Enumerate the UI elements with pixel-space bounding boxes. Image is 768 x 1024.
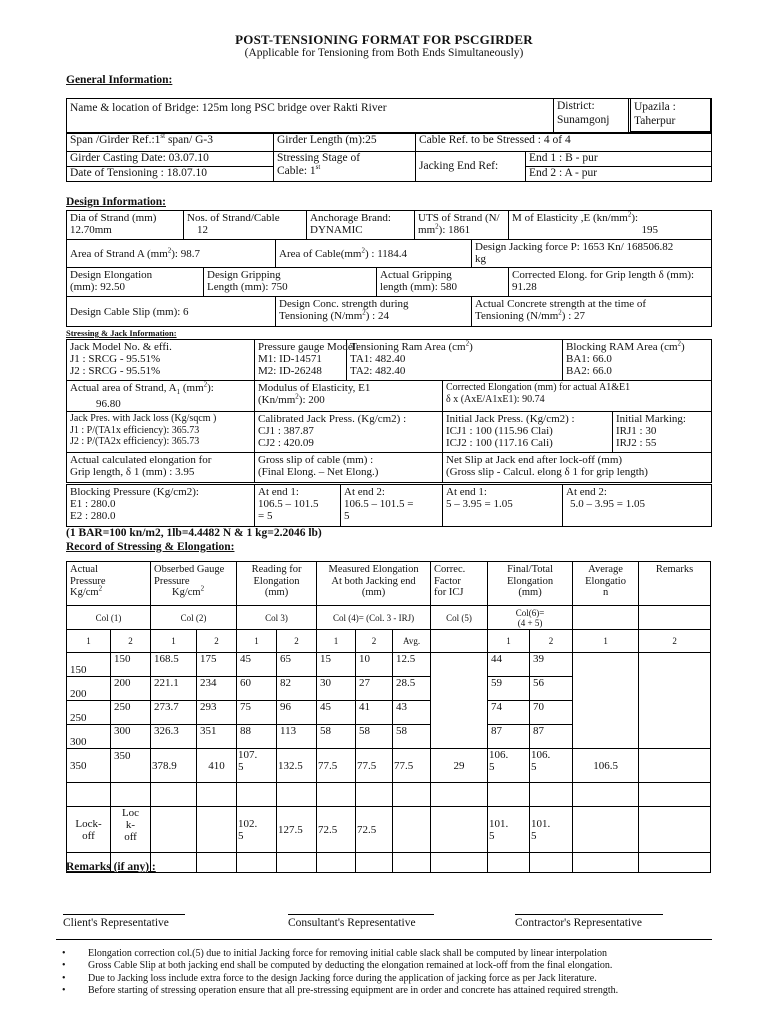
cell: 87 [530,725,573,749]
subcol: 2 [277,630,317,653]
upazila-cell [630,98,711,132]
header-average-elongation: Average Elongatio n [573,562,639,606]
cell: 273.7 [151,701,197,725]
cell: 150 [67,653,111,677]
modulus-elasticity: M of Elasticity ,E $(kn/mm^2)$: 195 [509,211,712,240]
cell: 106. 5 [530,749,573,783]
consultant-representative: Consultant's Representative [288,917,416,929]
district-label: District: [557,100,595,112]
empty-cell [431,701,488,725]
cell: 28.5 [393,677,431,701]
col-label-4: Col (4)= (Col. 3 - IRJ) [317,606,431,630]
uts-strand: UTS of Strand (N/ $mm^2$): 1861 [415,211,509,240]
note-item: • Before starting of stressing operation ensure that all pre-stressing equipment are in order and concrete has attained required strength. [56,985,756,997]
upazila-value: Taherpur [634,115,676,127]
unit-conversion-note: (1 BAR=100 kn/m2, 1lb=4.4482 N & 1 kg=2.2046 lb) [66,527,322,539]
cell: 351 [197,725,237,749]
cell: 30 [317,677,356,701]
empty-cell [431,653,488,677]
calibrated-jack-pressure: Calibrated Jack Press. (Kg/cm2) : CJ1 : 387.87 CJ2 : 420.09 [255,412,443,453]
empty-cell [431,677,488,701]
cell: 82 [277,677,317,701]
casting-date: Girder Casting Date: 03.07.10 [67,152,274,167]
subcol: 2 [197,630,237,653]
pressure-gauge-model: Pressure gauge Model: M1: ID-14571 M2: ID-26248 [255,340,347,381]
cell: 150 [111,653,151,677]
cell: 326.3 [151,725,197,749]
notes-divider [56,939,712,940]
empty-cell [573,677,639,701]
table-row [67,653,711,677]
cell: 77.5 [393,749,431,783]
subcol: 1 [237,630,277,653]
tension-date: Date of Tensioning : 18.07.10 [67,167,274,182]
cell: 101. 5 [530,807,573,853]
cell: 41 [356,701,393,725]
notes-list [56,948,756,997]
client-signature-line [63,914,185,915]
upazila-label: Upazila : [634,101,676,113]
cell: 59 [488,677,530,701]
jack-model: Jack Model No. & effi. J1 : SRCG - 95.51% J2 : SRCG - 95.51% [67,340,255,381]
header-final-elongation: Final/Total Elongation (mm) [488,562,573,606]
bridge-name: Name & location of Bridge: 125m long PSC bridge over Rakti River [67,99,629,134]
empty-cell [573,653,639,677]
cell: 293 [197,701,237,725]
subcol: 1 [151,630,197,653]
cell: 15 [317,653,356,677]
cell: 45 [317,701,356,725]
cell: 300 [67,725,111,749]
cell: 200 [111,677,151,701]
cell: 58 [356,725,393,749]
net-slip: Net Slip at Jack end after lock-off (mm) (Gross slip - Calcul. elong δ 1 for grip length) [443,453,712,483]
cable-ref: Cable Ref. to be Stressed : 4 of 4 [416,133,712,152]
stressing-stage: Stressing Stage of Cable: 1st [274,152,416,182]
actual-calculated-elongation: Actual calculated elongation for Grip length, δ 1 (mm) : 3.95 [67,453,255,483]
subcol: 2 [111,630,151,653]
subcol: 2 [530,630,573,653]
col-label-6: Col(6)= (4 + 5) [488,606,573,630]
corrected-elongation-a1e1: Corrected Elongation (mm) for actual A1&E1 δ x (AxE/A1xE1): 90.74 [443,381,712,412]
initial-jack-pressure: Initial Jack Press. (Kg/cm2) : ICJ1 : 100 (115.96 Clai) ICJ2 : 100 (117.16 Cali) [443,412,613,453]
subcol: 1 [488,630,530,653]
jacking-end-ref: Jacking End Ref: [416,152,526,182]
actual-strand-area: Actual area of Strand, $A_1$ $(mm^2)$: 96.80 [67,381,255,412]
cable-area: Area of $Cable(mm^2)$ : 1184.4 [276,240,472,268]
cell: 102. 5 [237,807,277,853]
design-info-heading: Design Information: [66,196,166,208]
design-gripping-length: Design Gripping Length (mm): 750 [204,268,377,297]
cell: 350 [67,749,111,783]
cell: 200 [67,677,111,701]
col-label-2: Col (2) [151,606,237,630]
cell: 113 [277,725,317,749]
general-info-table-2 [66,132,712,182]
subcol: 1 [573,630,639,653]
cell: 175 [197,653,237,677]
cell: 132.5 [277,749,317,783]
cell: 65 [277,653,317,677]
blocking-table [66,484,712,527]
cell: 58 [393,725,431,749]
page-subtitle: (Applicable for Tensioning from Both Ends Simultaneously) [244,47,524,59]
empty-cell [639,653,711,677]
blocking-pressure: Blocking Pressure (Kg/cm2): E1 : 280.0 E2 : 280.0 [67,485,255,527]
strand-dia: Dia of Strand (mm) 12.70mm [67,211,184,240]
remarks-heading: Remarks (if any) : [66,861,156,873]
gross-slip: Gross slip of cable (mm) : (Final Elong. – Net Elong.) [255,453,443,483]
cell: 168.5 [151,653,197,677]
strand-area: Area of Strand A $(mm^2)$: 98.7 [67,240,276,268]
gross-slip-end-2: At end 2: 106.5 – 101.5 = 5 [341,485,443,527]
col-label-1: Col (1) [67,606,151,630]
cell: 60 [237,677,277,701]
cell: 410 [197,749,237,783]
cell: 250 [67,701,111,725]
record-heading: Record of Stressing & Elongation: [66,541,235,553]
subcol: Avg. [393,630,431,653]
lock-off-label-2: Loc k- off [111,807,151,853]
cell: 72.5 [356,807,393,853]
cell: 70 [530,701,573,725]
cell: 12.5 [393,653,431,677]
district-value: Sunamgonj [557,114,610,126]
table-row [67,677,711,701]
cell: 250 [111,701,151,725]
empty-cell [573,701,639,725]
initial-marking: Initial Marking: IRJ1 : 30 IRJ2 : 55 [613,412,712,453]
end-2: End 2 : A - pur [526,167,712,182]
subcol: 2 [639,630,711,653]
cell: 72.5 [317,807,356,853]
design-jacking-force: Design Jacking force P: 1653 Kn/ 168506.82 kg [472,240,712,268]
col-label-5: Col (5) [431,606,488,630]
jack-info-heading: Stressing & Jack Information: [66,328,177,338]
note-item: • Elongation correction col.(5) due to initial Jacking force for removing initial cable slack shall be computed by linear interpolation [56,948,756,960]
correction-factor-value: 29 [431,749,488,783]
header-actual-pressure: Actual Pressure $Kg/cm^2$ [67,562,151,606]
cell: 350 [111,749,151,783]
contractor-representative: Contractor's Representative [515,917,642,929]
cell: 45 [237,653,277,677]
cell: 378.9 [151,749,197,783]
cell: 75 [237,701,277,725]
strand-nos: Nos. of Strand/Cable 12 [184,211,307,240]
anchorage-brand: Anchorage Brand: DYNAMIC [307,211,415,240]
note-item: • Due to Jacking loss include extra force to the design Jacking force during the application of jacking force as per Jack literature. [56,973,756,985]
cell: 44 [488,653,530,677]
design-cable-slip: Design Cable Slip (mm): 6 [67,297,276,327]
header-measured-elongation: Measured Elongation At both Jacking end (mm) [317,562,431,606]
cell: 234 [197,677,237,701]
cell: 101. 5 [488,807,530,853]
average-elongation-value: 106.5 [573,749,639,783]
cell: 96 [277,701,317,725]
design-concrete-strength: Design Conc. strength during Tensioning $(N/mm^2)$ : 24 [276,297,472,327]
cell: 27 [356,677,393,701]
cell: 300 [111,725,151,749]
design-elongation: Design Elongation (mm): 92.50 [67,268,204,297]
cell: 39 [530,653,573,677]
page-title: POST-TENSIONING FORMAT FOR PSCGIRDER [235,32,533,47]
girder-length: Girder Length (m):25 [274,133,416,152]
design-info-table [66,210,712,327]
header-reading-elongation: Reading for Elongation (mm) [237,562,317,606]
cell: 56 [530,677,573,701]
cell: 127.5 [277,807,317,853]
cell: 107. 5 [237,749,277,783]
span-ref: Span /Girder Ref.:1st span/ G-3 [67,133,274,152]
end-1: End 1 : B - pur [526,152,712,167]
cell: 77.5 [317,749,356,783]
table-row [67,701,711,725]
jack-pressure-loss: Jack Pres. with Jack loss (Kg/sqcm ) J1 : P/(TA1x efficiency): 365.73 J2 : P/(TA2x efficiency): 365.73 [67,412,255,453]
subcol: 1 [317,630,356,653]
subcol: 1 [67,630,111,653]
jack-info-table [66,339,712,483]
blocking-ram-area: Blocking RAM Area $(cm^2)$ BA1: 66.0 BA2: 66.0 [563,340,712,381]
stressing-record-table [66,561,711,873]
cell: 88 [237,725,277,749]
cell: 58 [317,725,356,749]
header-remarks: Remarks [639,562,711,606]
table-row [67,725,711,749]
cell: 77.5 [356,749,393,783]
consultant-signature-line [288,914,434,915]
general-info-heading: General Information: [66,74,173,86]
tensioning-ram-area: Tensioning Ram Area $(cm^2)$ TA1: 482.40 TA2: 482.40 [347,340,563,381]
empty-cell [639,701,711,725]
modulus-e1: Modulus of Elasticity, E1 $(Kn/mm^2)$: 200 [255,381,443,412]
net-slip-end-2: At end 2: 5.0 – 3.95 = 1.05 [563,485,712,527]
cell: 10 [356,653,393,677]
corrected-elongation: Corrected Elong. for Grip length δ (mm): 91.28 [509,268,712,297]
empty-cell [431,725,488,749]
cell: 74 [488,701,530,725]
actual-gripping-length: Actual Gripping length (mm): 580 [377,268,509,297]
actual-concrete-strength: Actual Concrete strength at the time of Tensioning $(N/mm^2)$ : 27 [472,297,712,327]
col-label-3: Col 3) [237,606,317,630]
contractor-signature-line [515,914,663,915]
cell: 43 [393,701,431,725]
client-representative: Client's Representative [63,917,169,929]
gross-slip-end-1: At end 1: 106.5 – 101.5 = 5 [255,485,341,527]
cell: 106. 5 [488,749,530,783]
empty-cell [639,725,711,749]
note-item: • Gross Cable Slip at both jacking end shall be computed by deducting the elongation remained at lock-off from the final elongation. [56,960,756,972]
cell: 87 [488,725,530,749]
header-correction-factor: Correc. Factor for ICJ [431,562,488,606]
district-cell [553,98,630,132]
empty-cell [639,677,711,701]
subcol: 2 [356,630,393,653]
empty-cell [573,725,639,749]
lock-off-label-1: Lock- off [67,807,111,853]
net-slip-end-1: At end 1: 5 – 3.95 = 1.05 [443,485,563,527]
cell: 221.1 [151,677,197,701]
header-observed-gauge: Obserbed Gauge Pressure $Kg/cm^2$ [151,562,237,606]
